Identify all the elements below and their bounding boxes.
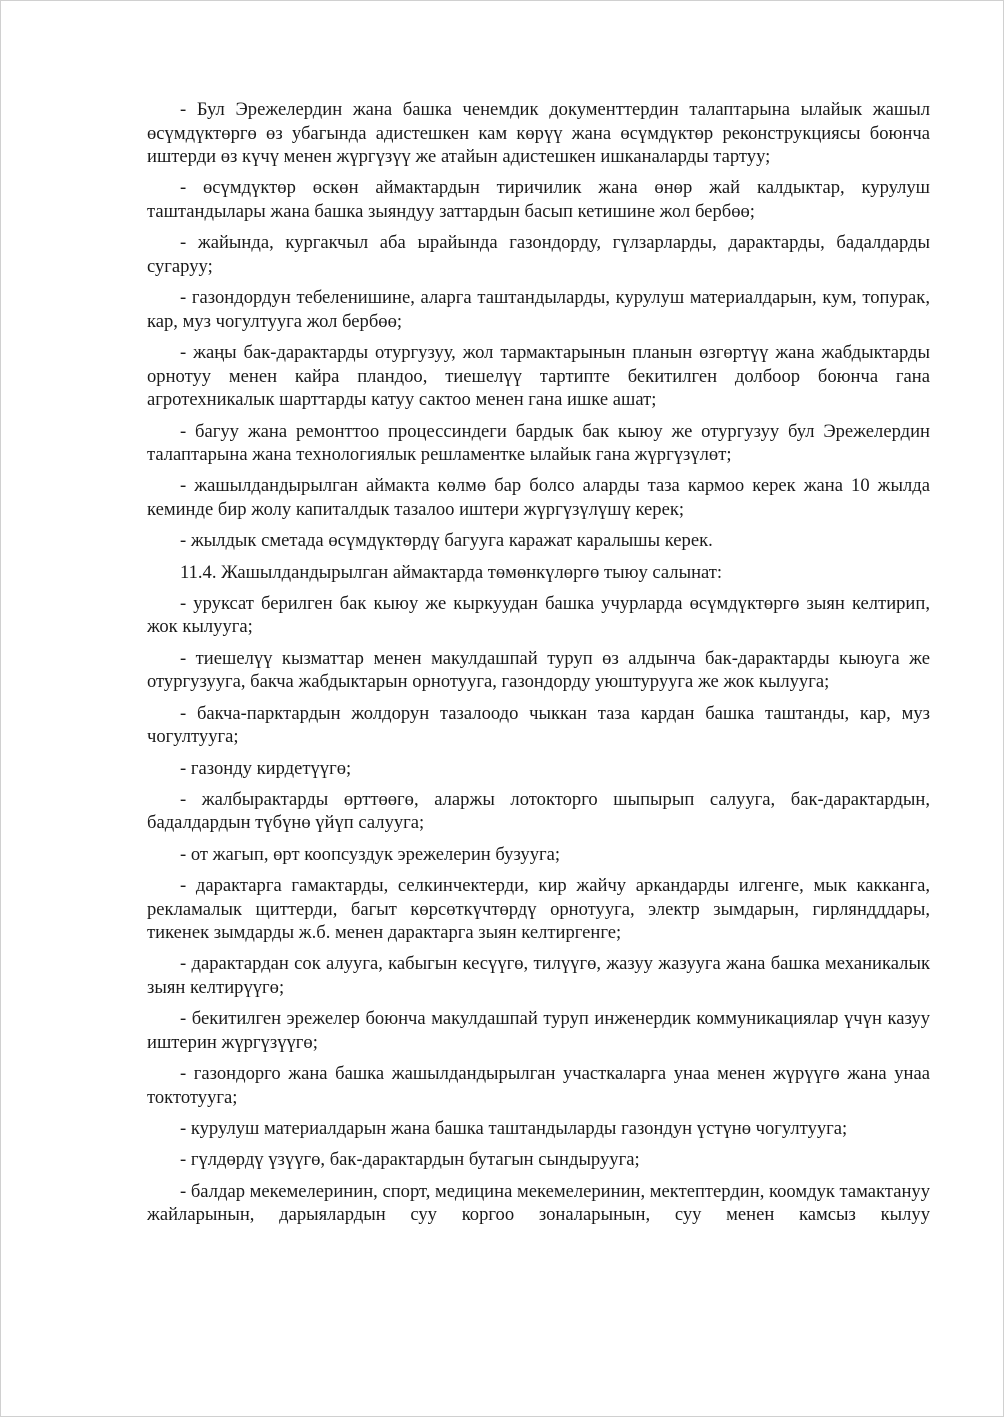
paragraph: - уруксат берилген бак кыюу же кыркуудан башка учурларда өсүмдүктөргө зыян келтирип, жок кылууга; [147, 592, 930, 638]
paragraph: - тиешелүү кызматтар менен макулдашпай туруп өз алдынча бак-дарактарды кыюуга же отургузууга, бакча жабдыктарын орнотууга, газондорду уюштурууга же жок кылууга; [147, 647, 930, 693]
paragraph: - өсүмдүктөр өскөн аймактардын тиричилик жана өнөр жай калдыктар, курулуш таштандылары жана башка зыяндуу заттардын басып кетишине жол бербөө; [147, 177, 930, 223]
paragraph: - газонду кирдетүүгө; [180, 757, 352, 779]
paragraph: - гүлдөрдү үзүүгө, бак-дарактардын бутагын сындырууга; [180, 1149, 640, 1171]
paragraph: - жылдык сметада өсүмдүктөрдү багууга каражат каралышы керек. [180, 530, 713, 552]
section-heading: 11.4. Жашылдандырылган аймактарда төмөнкүлөргө тыюу салынат: [180, 561, 723, 583]
paragraph: - дарактарга гамактарды, селкинчектерди, кир жайчу аркандарды илгенге, мык какканга, рекламалык щиттерди, багыт көрсөткүчтөрдү орнотууга, электр зымдарын, гирляндддары, тикенек зымдарды ж.б. менен дарактарга зыян келтиргенге; [147, 874, 930, 944]
paragraph: - жаңы бак-дарактарды отургузуу, жол тармактарынын планын өзгөртүү жана жабдыктарды орнотуу менен кайра пландоо, тиешелүү тартипте бекитилген долбоор боюнча гана агротехникалык шарттарды катуу сактоо менен гана ишке ашат; [147, 342, 930, 411]
document-body [147, 98, 930, 1234]
paragraph: - Бул Эрежелердин жана башка ченемдик документтердин талаптарына ылайык жашыл өсүмдүктөргө өз убагында адистешкен кам көрүү жана өсүмдүктөр реконструкциясы боюнча иштерди өз күчү менен жүргүзүү же атайын адистешкен ишканаларды тартуу; [147, 99, 930, 168]
paragraph: - газондорго жана башка жашылдандырылган участкаларга унаа менен жүрүүгө жана унаа токтотууга; [147, 1063, 930, 1108]
paragraph: - жайында, кургакчыл аба ырайында газондорду, гүлзарларды, дарактарды, бадалдарды сугаруу; [147, 232, 930, 277]
paragraph: - дарактардан сок алууга, кабыгын кесүүгө, тилүүгө, жазуу жазууга жана башка механикалык зыян келтирүүгө; [147, 953, 930, 998]
paragraph: - от жагып, өрт коопсуздук эрежелерин бузууга; [180, 843, 561, 865]
paragraph: - газондордун тебеленишине, аларга таштандыларды, курулуш материалдарын, кум, топурак, кар, муз чогултууга жол бербөө; [147, 287, 930, 332]
paragraph: - балдар мекемелеринин, спорт, медицина мекемелеринин, мектептердин, коомдук тамактануу жайларынын, дарыялардын суу коргоо зоналарынын, суу менен камсыз кылуу [147, 1180, 930, 1226]
paragraph: - жалбырактарды өрттөөгө, аларжы лотокторго шыпырып салууга, бак-дарактардын, бадалдардын түбүнө үйүп салууга; [147, 788, 930, 834]
paragraph: - курулуш материалдарын жана башка таштандыларды газондун үстүнө чогултууга; [180, 1118, 848, 1140]
paragraph: - бекитилген эрежелер боюнча макулдашпай туруп инженердик коммуникациялар үчүн казуу иштерин жүргүзүүгө; [147, 1008, 930, 1053]
paragraph: - багуу жана ремонттоо процессиндеги бардык бак кыюу же отургузуу бул Эрежелердин талаптарына жана технологиялык решламентке ылайык гана жүргүзүлөт; [147, 420, 930, 466]
paragraph: - бакча-парктардын жолдорун тазалоодо чыккан таза кардан башка таштанды, кар, муз чогултууга; [147, 702, 930, 748]
paragraph: - жашылдандырылган аймакта көлмө бар болсо аларды таза кармоо керек жана 10 жылда кеминде бир жолу капиталдык тазалоо иштери жүргүзүлүшү керек; [147, 475, 930, 521]
